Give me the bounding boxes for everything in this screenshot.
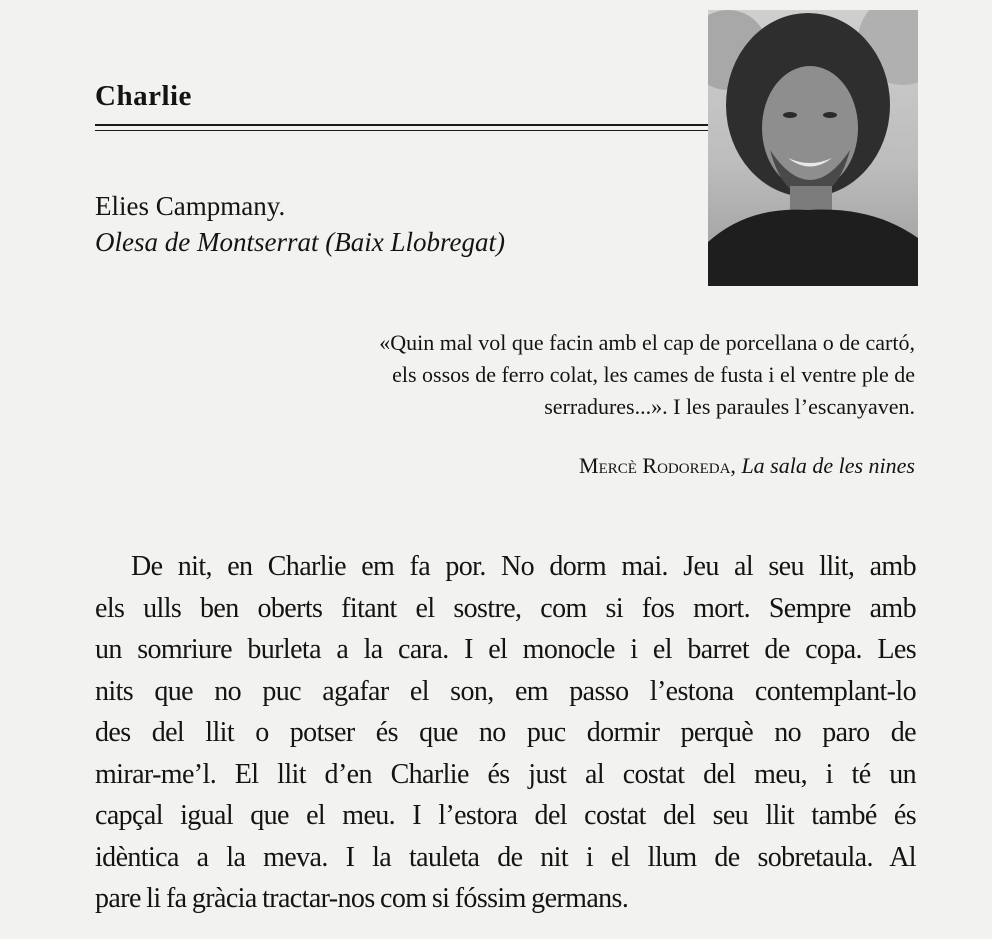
body-line: mirar-me’l. El llit d’en Charlie és just al costat del meu, i té un <box>95 758 916 790</box>
epigraph-source-author: Mercè Rodoreda, <box>579 453 736 478</box>
epigraph-line: serradures...». I les paraules l’escanyaven. <box>544 394 915 419</box>
epigraph-source <box>579 451 915 481</box>
title-rule-thin <box>95 130 708 131</box>
author-place: Olesa de Montserrat (Baix Llobregat) <box>95 227 505 257</box>
body-line: pare li fa gràcia tractar-nos com si fóssim germans. <box>95 883 629 914</box>
epigraph-source-book: La sala de les nines <box>741 453 915 478</box>
title-rule-thick <box>95 124 708 126</box>
body-paragraph <box>95 546 916 920</box>
story-title: Charlie <box>95 80 192 112</box>
epigraph <box>195 327 915 423</box>
author-block <box>95 188 505 260</box>
body-line: un somriure burleta a la cara. I el monocle i el barret de copa. Les <box>95 634 916 665</box>
epigraph-line: els ossos de ferro colat, les cames de fusta i el ventre ple de <box>392 362 915 387</box>
body-line: des del llit o potser és que no puc dormir perquè no paro de <box>95 717 916 748</box>
body-line: idèntica a la meva. I la tauleta de nit i el llum de sobretaula. Al <box>95 841 916 873</box>
epigraph-line: «Quin mal vol que facin amb el cap de porcellana o de cartó, <box>379 330 915 355</box>
author-photo <box>708 10 918 286</box>
body-line: capçal igual que el meu. I l’estora del costat del seu llit també és <box>95 800 916 831</box>
author-name: Elies Campmany. <box>95 191 286 221</box>
body-line: els ulls ben oberts fitant el sostre, com si fos mort. Sempre amb <box>95 592 916 624</box>
body-line: nits que no puc agafar el son, em passo l’estona contemplant-lo <box>95 675 916 707</box>
body-line: De nit, en Charlie em fa por. No dorm mai. Jeu al seu llit, amb <box>131 551 916 582</box>
author-portrait-image <box>708 10 918 286</box>
